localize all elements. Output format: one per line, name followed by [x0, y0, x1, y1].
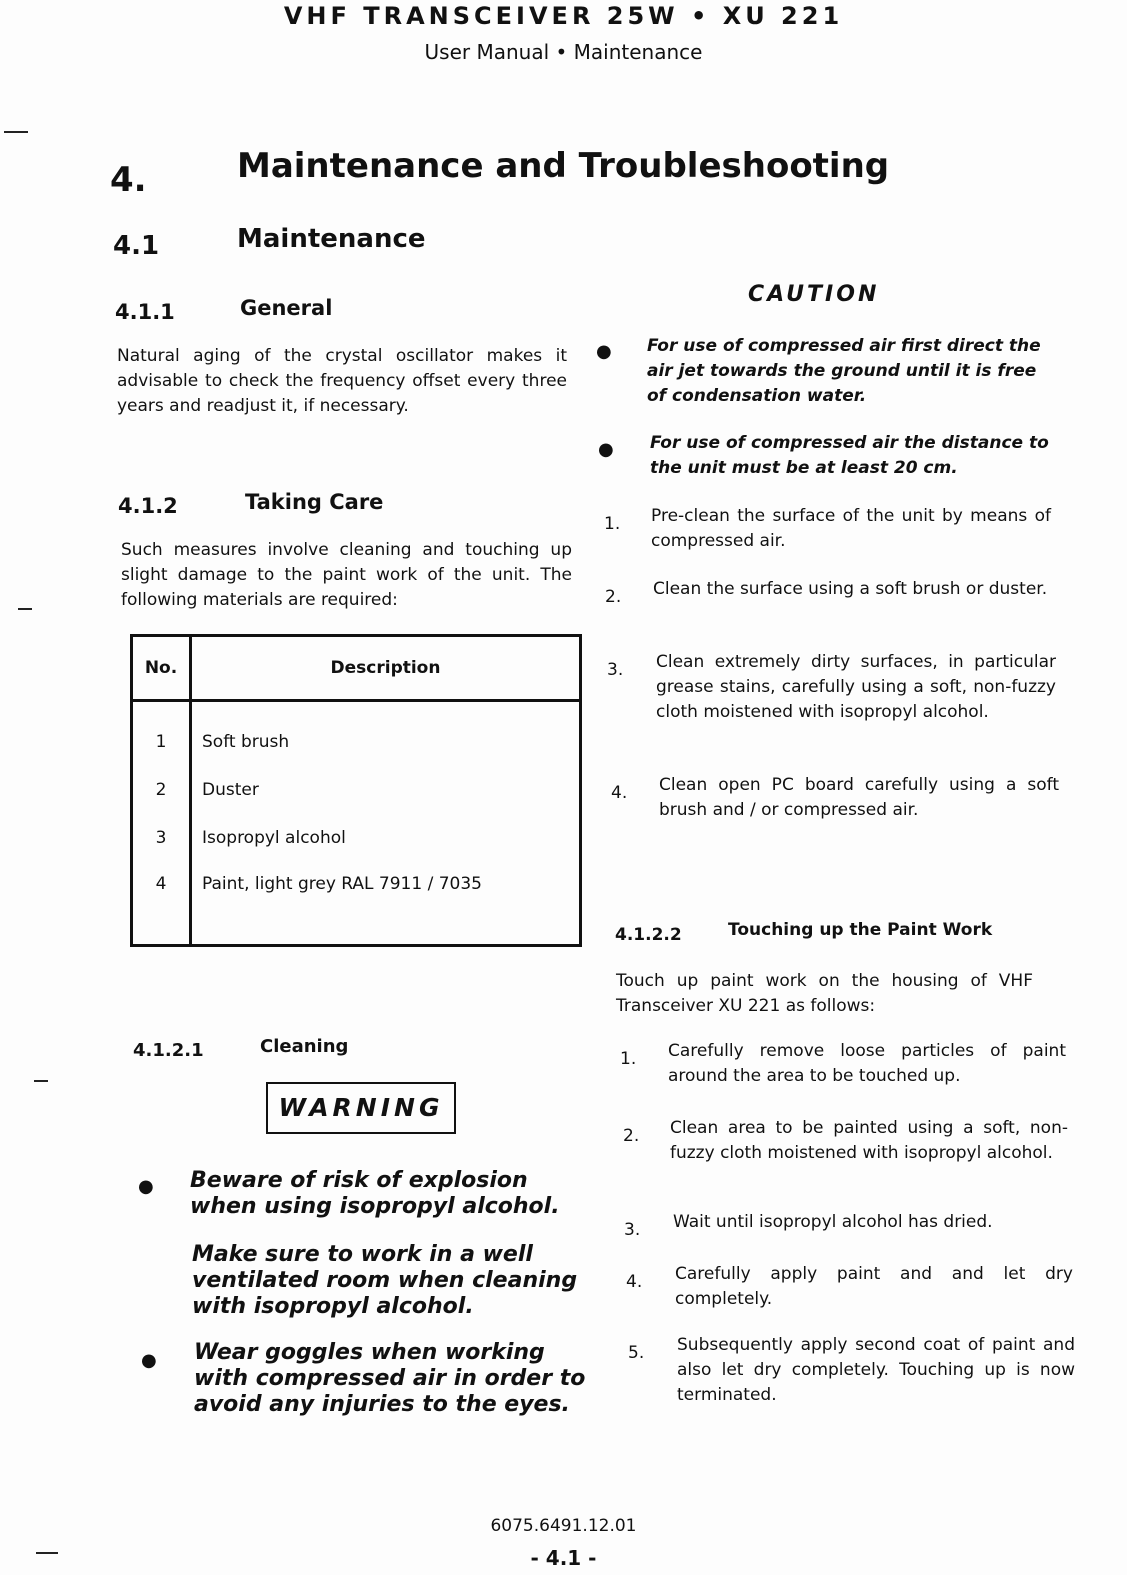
touchup-number: 4.1.2.2: [615, 925, 682, 945]
cleaning-step-number: 2.: [605, 587, 622, 607]
touchup-step-number: 4.: [626, 1272, 643, 1292]
scan-mark: [4, 131, 28, 133]
cleaning-step-number: 1.: [604, 514, 621, 534]
touchup-step-text: Subsequently apply second coat of paint and also let dry completely. Touching up is now terminated.: [677, 1335, 1075, 1405]
touchup-step-text: Carefully apply paint and and let dry completely.: [675, 1264, 1073, 1309]
warning-text: Make sure to work in a well ventilated room when cleaning with isopropyl alcohol.: [192, 1242, 578, 1319]
touchup-step-text: Clean area to be painted using a soft, non-fuzzy cloth moistened with isopropyl alcohol.: [670, 1118, 1068, 1163]
cleaning-step-number: 4.: [611, 783, 628, 803]
table-cell-description: Duster: [202, 780, 259, 800]
touchup-step-number: 1.: [620, 1049, 637, 1069]
document-header-title: VHF TRANSCEIVER 25W • XU 221: [283, 2, 844, 30]
table-cell-description: Soft brush: [202, 732, 290, 752]
chapter-number: 4.: [110, 160, 147, 200]
cleaning-step-text: Clean the surface using a soft brush or duster.: [653, 579, 1048, 599]
caution-bullet-icon: ●: [596, 341, 612, 362]
warning-label: WARNING: [266, 1082, 456, 1134]
taking-care-title: Taking Care: [245, 490, 384, 514]
table-cell-description: Isopropyl alcohol: [202, 828, 346, 848]
warning-text: Beware of risk of explosion when using isopropyl alcohol.: [190, 1168, 560, 1219]
cleaning-step-text: Clean open PC board carefully using a soft brush and / or compressed air.: [659, 775, 1059, 820]
cleaning-step-number: 3.: [607, 660, 624, 680]
materials-table: [130, 634, 582, 947]
chapter-title: Maintenance and Troubleshooting: [237, 146, 890, 186]
cleaning-number: 4.1.2.1: [133, 1040, 204, 1061]
warning-bullet-icon: ●: [138, 1176, 154, 1197]
touchup-step-text: Wait until isopropyl alcohol has dried.: [673, 1212, 993, 1232]
general-text: Natural aging of the crystal oscillator makes it advisable to check the frequency offset every three years and readjust it, if necessary.: [117, 346, 567, 416]
page-number: - 4.1 -: [530, 1546, 597, 1570]
table-row: [132, 701, 581, 767]
table-header-description: Description: [191, 636, 581, 701]
caution-text: For use of compressed air the distance to the unit must be at least 20 cm.: [650, 433, 1049, 478]
touchup-step-number: 5.: [628, 1343, 645, 1363]
general-number: 4.1.1: [115, 300, 175, 324]
document-header-subtitle: User Manual • Maintenance: [424, 40, 703, 64]
table-cell-no: 3: [132, 814, 191, 862]
cleaning-title: Cleaning: [260, 1036, 349, 1057]
scan-mark: [34, 1080, 48, 1082]
touchup-step-number: 3.: [624, 1220, 641, 1240]
table-cell-description: Paint, light grey RAL 7911 / 7035: [202, 874, 482, 894]
document-code: 6075.6491.12.01: [490, 1516, 637, 1536]
taking-care-text: Such measures involve cleaning and touching up slight damage to the paint work of the unit. The following materials are required:: [121, 540, 572, 610]
table-row: [132, 862, 581, 946]
touchup-step-number: 2.: [623, 1126, 640, 1146]
table-row: [132, 814, 581, 862]
touchup-title: Touching up the Paint Work: [728, 920, 993, 940]
caution-bullet-icon: ●: [598, 439, 614, 460]
taking-care-number: 4.1.2: [118, 494, 178, 518]
warning-text: Wear goggles when working with compressed air in order to avoid any injuries to the eyes.: [194, 1340, 586, 1417]
caution-label: CAUTION: [748, 282, 880, 307]
table-cell-no: 1: [132, 701, 191, 767]
warning-bullet-icon: ●: [141, 1350, 157, 1371]
touchup-step-text: Carefully remove loose particles of paint around the area to be touched up.: [668, 1041, 1066, 1086]
table-header-no: No.: [132, 636, 191, 701]
cleaning-step-text: Clean extremely dirty surfaces, in particular grease stains, carefully using a soft, non-fuzzy cloth moistened with isopropyl alcohol.: [656, 652, 1056, 722]
touchup-intro: Touch up paint work on the housing of VHF Transceiver XU 221 as follows:: [616, 971, 1033, 1016]
scan-mark: [18, 608, 32, 610]
table-cell-no: 4: [132, 862, 191, 946]
cleaning-step-text: Pre-clean the surface of the unit by means of compressed air.: [651, 506, 1051, 551]
caution-text: For use of compressed air first direct the air jet towards the ground until it is free of condensation water.: [647, 336, 1041, 406]
table-cell-no: 2: [132, 766, 191, 814]
section-number: 4.1: [113, 231, 160, 261]
section-title: Maintenance: [237, 224, 426, 254]
general-title: General: [240, 296, 333, 320]
table-row: [132, 766, 581, 814]
